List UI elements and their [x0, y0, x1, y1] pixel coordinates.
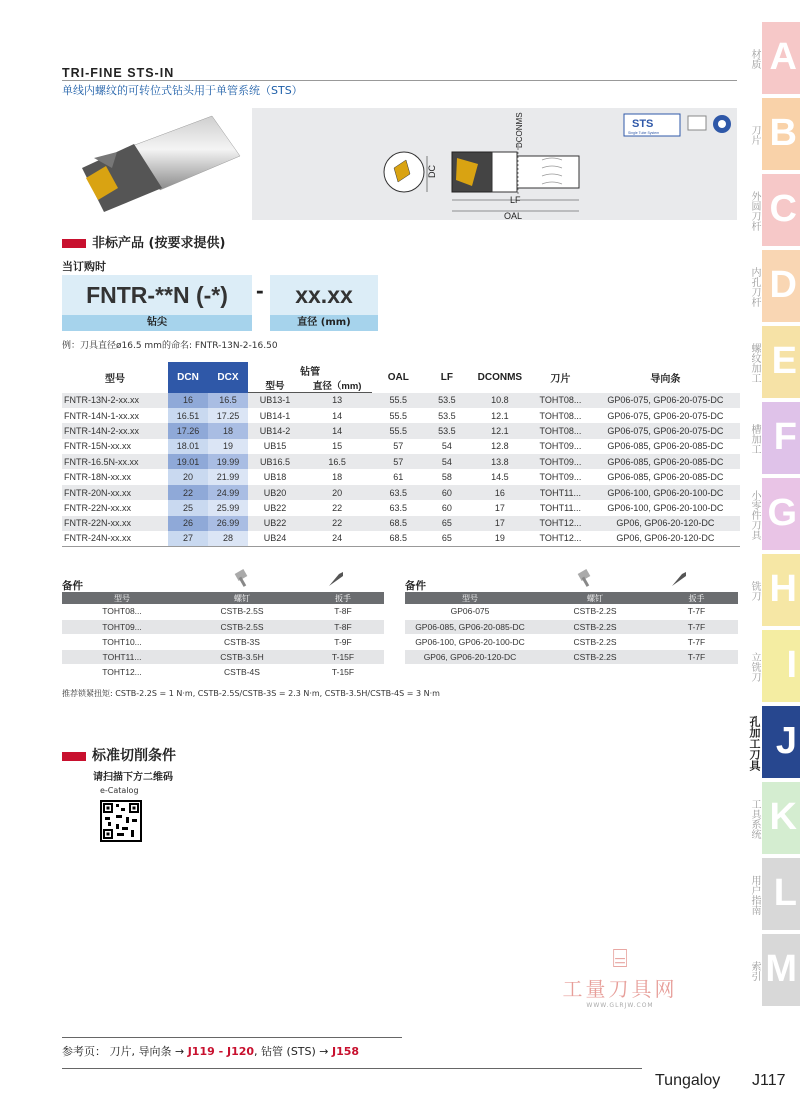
cell-dcn: 18.01	[168, 439, 208, 454]
scan-instruction: 请扫描下方二维码	[93, 772, 173, 783]
cell-insert: TOHT11...	[539, 502, 582, 513]
cell-guide: GP06-075, GP06-20-075-DC	[591, 393, 740, 408]
cell-model: FNTR-20N-xx.xx	[62, 485, 168, 500]
parts-row	[62, 604, 384, 619]
th-dconms: DCONMS	[477, 371, 523, 383]
parts-cell-model: GP06-085, GP06-20-085-DC	[405, 619, 535, 634]
cell-insert: TOHT09...	[530, 454, 591, 469]
side-tab-letter: B	[769, 112, 797, 154]
reference-divider	[62, 1037, 402, 1038]
parts-cell-model: TOHT11...	[62, 649, 182, 664]
parts-table-left	[62, 592, 384, 680]
heading-marker	[62, 752, 86, 761]
th-insert: 刀片	[550, 373, 571, 385]
qr-code[interactable]	[100, 800, 142, 842]
parts-cell-wrench: T-15F	[302, 664, 384, 679]
cell-dia: 24	[302, 531, 372, 546]
cell-guide: GP06-100, GP06-20-100-DC	[607, 502, 724, 513]
table-row	[62, 469, 740, 484]
cell-guide: GP06-085, GP06-20-085-DC	[607, 472, 724, 483]
cell-oal: 55.5	[372, 393, 424, 408]
cell-dconms: 14.5	[491, 472, 509, 483]
parts-cell-screw: CSTB-2.2S	[535, 604, 655, 619]
cell-model: FNTR-22N-xx.xx	[62, 516, 168, 531]
cell-lf: 65	[424, 516, 469, 531]
cell-dia: 18	[332, 472, 343, 483]
side-tab-letter: I	[786, 644, 797, 686]
side-tab-letter: J	[775, 720, 797, 762]
table-row	[62, 423, 740, 438]
sts-sub: Single Tube System	[628, 131, 660, 135]
side-tab-label: 铣刀	[749, 581, 760, 601]
parts-right-th-model: 型号	[405, 592, 535, 604]
parts-row	[62, 664, 384, 679]
th-dcn: DCN	[168, 362, 208, 393]
parts-cell-screw: CSTB-2.2S	[535, 649, 655, 664]
parts-row	[405, 649, 738, 664]
cell-oal: 63.5	[389, 502, 408, 513]
order-code-right: xx.xx	[270, 275, 378, 315]
section-title-cn: 单线内螺纹的可转位式钻头用于单管系统（STS）	[62, 84, 303, 97]
th-tube-model: 型号	[248, 378, 302, 393]
cell-dia: 22	[302, 516, 372, 531]
th-model: 型号	[104, 373, 125, 385]
cell-oal: 57	[372, 454, 424, 469]
cell-dcn: 20	[168, 469, 208, 484]
parts-right-th-screw: 螺钉	[535, 592, 655, 604]
cell-tube: UB22	[263, 502, 287, 513]
cell-guide: GP06, GP06-20-120-DC	[591, 516, 740, 531]
cell-oal: 55.5	[372, 423, 424, 438]
cell-lf: 60	[441, 502, 452, 513]
cell-dcx: 24.99	[208, 485, 248, 500]
side-tab-letter: F	[773, 416, 797, 458]
parts-cell-wrench: T-7F	[655, 649, 738, 664]
cell-model: FNTR-15N-xx.xx	[64, 441, 131, 452]
torque-note: 推荐锁紧扭矩: CSTB-2.2S = 1 N·m, CSTB-2.5S/CSTB-3S = 2.3 N·m, CSTB-3.5H/CSTB-4S = 3 N·m	[62, 689, 440, 698]
cell-model: FNTR-14N-1-xx.xx	[64, 410, 140, 421]
cell-dconms: 19	[470, 531, 531, 546]
parts-title-left: 备件	[62, 580, 83, 592]
parts-cell-screw: CSTB-2.5S	[182, 619, 302, 634]
reference-link-tube[interactable]: J158	[332, 1045, 360, 1058]
side-tab-label: 内孔刀杆	[749, 267, 760, 307]
table-row	[62, 439, 740, 454]
parts-left-th-screw: 螺钉	[182, 592, 302, 604]
parts-cell-wrench: T-15F	[302, 649, 384, 664]
parts-left-th-wrench: 扳手	[302, 592, 384, 604]
side-tab-letter: K	[769, 796, 797, 838]
th-dcx: DCX	[208, 362, 248, 393]
cell-dcn: 16	[168, 393, 208, 408]
cell-dcx: 19	[208, 439, 248, 454]
cell-lf: 65	[424, 531, 469, 546]
side-tab-label: 工具系统	[749, 799, 760, 839]
side-tab-letter: C	[769, 188, 797, 230]
parts-cell-model: GP06-100, GP06-20-100-DC	[405, 634, 535, 649]
th-lf: LF	[440, 371, 454, 383]
cell-insert: TOHT11...	[530, 485, 591, 500]
side-tab-label: 材质	[749, 49, 760, 69]
reference-middle: , 钻管 (STS) →	[254, 1045, 333, 1058]
title-divider	[62, 80, 737, 81]
cell-dconms: 10.8	[470, 393, 531, 408]
cell-dcx: 26.99	[208, 516, 248, 531]
cell-guide: GP06-075, GP06-20-075-DC	[591, 423, 740, 438]
watermark-sub: WWW.GLRJW.COM	[586, 1002, 654, 1009]
parts-cell-model: TOHT12...	[62, 664, 182, 679]
cell-dconms: 12.8	[491, 441, 509, 452]
side-tab-letter: E	[771, 340, 797, 382]
cell-guide: GP06-100, GP06-20-100-DC	[591, 485, 740, 500]
cell-dconms: 12.1	[470, 423, 531, 438]
watermark	[545, 945, 695, 1009]
cell-tube: UB24	[248, 531, 302, 546]
non-standard-heading-text: 非标产品 (按要求提供)	[92, 236, 226, 251]
cell-lf: 54	[424, 454, 469, 469]
cell-lf: 53.5	[424, 423, 469, 438]
cell-insert: TOHT08...	[530, 393, 591, 408]
side-tab-label: 索引	[749, 961, 760, 981]
cell-guide: GP06-085, GP06-20-085-DC	[607, 441, 724, 452]
side-tab-i[interactable]	[749, 628, 800, 702]
cell-dia: 20	[302, 485, 372, 500]
cell-insert: TOHT09...	[539, 472, 582, 483]
cell-dia: 13	[302, 393, 372, 408]
cell-dconms: 13.8	[470, 454, 531, 469]
side-tab-label: 孔加工刀具	[748, 715, 761, 771]
cell-guide: GP06-085, GP06-20-085-DC	[591, 454, 740, 469]
cell-dcx: 18	[208, 423, 248, 438]
product-photo	[62, 108, 247, 220]
order-label: 当订购时	[62, 260, 106, 273]
cell-dconms: 12.1	[491, 410, 509, 421]
side-tab-h[interactable]	[749, 552, 800, 626]
cell-dia: 14	[302, 423, 372, 438]
cutting-heading-text: 标准切削条件	[92, 748, 176, 764]
table-row	[62, 408, 740, 423]
table-row	[62, 393, 740, 408]
side-tab-k[interactable]	[749, 780, 800, 854]
cell-dcn: 25	[168, 500, 208, 515]
parts-cell-model: TOHT08...	[62, 604, 182, 619]
example-text: 例：刀具直径ø16.5 mm的命名: FNTR-13N-2-16.50	[62, 341, 278, 351]
ecatalog-label: e-Catalog	[100, 786, 139, 795]
parts-cell-wrench: T-9F	[302, 634, 384, 649]
parts-cell-screw: CSTB-2.5S	[182, 604, 302, 619]
parts-row	[62, 619, 384, 634]
specification-table	[62, 362, 740, 547]
side-tab-letter: L	[773, 872, 797, 914]
dc-label: DC	[427, 165, 437, 178]
cell-tube: UB22	[248, 516, 302, 531]
parts-cell-wrench: T-7F	[655, 634, 738, 649]
order-sub-left: 钻尖	[62, 315, 252, 331]
cell-insert: TOHT09...	[539, 441, 582, 452]
order-code-left: FNTR-**N (-*)	[62, 275, 252, 315]
side-tab-letter: G	[767, 492, 797, 534]
side-tab-e[interactable]	[749, 324, 800, 398]
cutting-heading	[62, 745, 176, 765]
parts-cell-screw: CSTB-2.2S	[535, 619, 655, 634]
cell-dcn: 17.26	[168, 423, 208, 438]
cell-oal: 63.5	[372, 485, 424, 500]
dconms-label: DCONMS	[515, 112, 524, 148]
side-tab-m[interactable]	[749, 932, 800, 1006]
watermark-main: 工量刀具网	[562, 977, 678, 1001]
side-tab-label: 刀片	[749, 125, 760, 145]
parts-cell-screw: CSTB-3.5H	[182, 649, 302, 664]
oal-label: OAL	[504, 211, 523, 220]
wrench-icon	[325, 568, 347, 592]
side-tab-label: 外圆刀杆	[749, 191, 760, 231]
cell-dcx: 25.99	[208, 500, 248, 515]
cell-dia: 14	[332, 410, 343, 421]
side-tab-j[interactable]	[748, 704, 800, 778]
side-tab-b[interactable]	[749, 96, 800, 170]
th-tube-dia: 直径（mm)	[302, 378, 372, 393]
cell-lf: 54	[441, 441, 452, 452]
parts-left-th-model: 型号	[62, 592, 182, 604]
wrench-icon	[668, 568, 690, 592]
parts-row	[62, 634, 384, 649]
parts-cell-screw: CSTB-2.2S	[535, 634, 655, 649]
cell-lf: 60	[424, 485, 469, 500]
footer-divider	[62, 1068, 642, 1069]
parts-cell-model: TOHT10...	[62, 634, 182, 649]
cell-model: FNTR-24N-xx.xx	[62, 531, 168, 546]
cell-oal: 68.5	[372, 531, 424, 546]
cell-dcn: 19.01	[168, 454, 208, 469]
cell-dia: 22	[332, 502, 343, 513]
cell-dcn: 16.51	[168, 408, 208, 423]
cell-oal: 68.5	[372, 516, 424, 531]
cell-dcn: 27	[168, 531, 208, 546]
cell-dcn: 26	[168, 516, 208, 531]
side-tab-letter: D	[769, 264, 797, 306]
parts-cell-model: TOHT09...	[62, 619, 182, 634]
cell-oal: 55.5	[389, 410, 408, 421]
cell-lf: 53.5	[424, 393, 469, 408]
screw-icon	[232, 568, 254, 592]
cell-dcx: 28	[208, 531, 248, 546]
side-tab-l[interactable]	[749, 856, 800, 930]
side-tab-letter: H	[769, 568, 797, 610]
reference-link-inserts[interactable]: J119 - J120	[187, 1045, 255, 1058]
parts-cell-model: GP06, GP06-20-120-DC	[405, 649, 535, 664]
side-tab-label: 用户指南	[749, 875, 760, 915]
cell-tube: UB18	[263, 472, 287, 483]
cell-dconms: 17	[494, 502, 505, 513]
cell-dconms: 17	[470, 516, 531, 531]
table-row	[62, 531, 740, 546]
order-sub-right: 直径 (mm)	[270, 315, 378, 331]
side-tab-label: 立铣刀	[749, 652, 760, 682]
cell-guide: GP06, GP06-20-120-DC	[591, 531, 740, 546]
th-oal: OAL	[387, 371, 409, 383]
cell-tube: UB15	[263, 441, 287, 452]
side-tab-c[interactable]	[749, 172, 800, 246]
parts-row	[405, 604, 738, 619]
sts-logo: STS	[632, 118, 654, 130]
cell-insert: TOHT08...	[539, 410, 582, 421]
cell-model: FNTR-16.5N-xx.xx	[62, 454, 168, 469]
side-tab-label: 螺纹加工	[749, 343, 760, 383]
heading-marker	[62, 239, 86, 248]
parts-cell-wrench: T-8F	[302, 604, 384, 619]
th-guide: 导向条	[650, 373, 681, 385]
parts-cell-screw: CSTB-3S	[182, 634, 302, 649]
cell-tube: UB20	[248, 485, 302, 500]
cell-dcn: 22	[168, 485, 208, 500]
cell-lf: 53.5	[438, 410, 456, 421]
cell-model: FNTR-22N-xx.xx	[64, 502, 131, 513]
cell-oal: 61	[393, 472, 404, 483]
section-title-en: TRI-FINE STS-IN	[62, 66, 175, 80]
parts-row	[405, 619, 738, 634]
cell-tube: UB16.5	[248, 454, 302, 469]
cell-dconms: 16	[470, 485, 531, 500]
reference-prefix: 参考页： 刀片, 导向条 →	[62, 1045, 188, 1058]
parts-title-right: 备件	[405, 580, 426, 592]
reference-line	[62, 1043, 359, 1059]
parts-row	[62, 649, 384, 664]
cell-model: FNTR-13N-2-xx.xx	[62, 393, 168, 408]
lf-label: LF	[510, 195, 521, 205]
parts-table-right	[405, 592, 738, 665]
table-row	[62, 454, 740, 469]
parts-right-th-wrench: 扳手	[655, 592, 738, 604]
cell-lf: 58	[441, 472, 452, 483]
side-tab-g[interactable]	[749, 476, 800, 550]
cell-oal: 57	[393, 441, 404, 452]
table-row	[62, 516, 740, 531]
cell-dia: 15	[332, 441, 343, 452]
brand-name: Tungaloy	[655, 1072, 721, 1089]
parts-cell-wrench: T-7F	[655, 604, 738, 619]
side-tab-label: 小零件刀具	[749, 490, 760, 540]
cell-model: FNTR-18N-xx.xx	[64, 472, 131, 483]
parts-cell-wrench: T-8F	[302, 619, 384, 634]
cell-model: FNTR-14N-2-xx.xx	[62, 423, 168, 438]
cell-insert: TOHT08...	[530, 423, 591, 438]
th-drill-tube: 钻管	[300, 366, 321, 378]
parts-cell-model: GP06-075	[405, 604, 535, 619]
cell-tube: UB14-2	[248, 423, 302, 438]
cell-tube: UB14-1	[259, 410, 291, 421]
order-code-dash: -	[256, 277, 264, 303]
cell-dcx: 17.25	[208, 408, 248, 423]
screw-icon	[575, 568, 597, 592]
cell-dcx: 16.5	[208, 393, 248, 408]
dimension-diagram	[252, 108, 737, 220]
parts-cell-screw: CSTB-4S	[182, 664, 302, 679]
side-tab-letter: A	[769, 36, 797, 78]
parts-cell-wrench: T-7F	[655, 619, 738, 634]
side-tab-a[interactable]	[749, 20, 800, 94]
cell-dcx: 19.99	[208, 454, 248, 469]
cell-guide: GP06-075, GP06-20-075-DC	[607, 410, 724, 421]
cell-dcx: 21.99	[208, 469, 248, 484]
side-tab-letter: M	[765, 948, 797, 990]
table-row	[62, 500, 740, 515]
parts-row	[405, 634, 738, 649]
table-row	[62, 485, 740, 500]
cell-insert: TOHT12...	[530, 516, 591, 531]
cell-insert: TOHT12...	[530, 531, 591, 546]
side-tab-f[interactable]	[749, 400, 800, 474]
watermark-logo-icon: ⌸	[612, 944, 628, 974]
page-number: J117	[752, 1072, 786, 1089]
cell-dia: 16.5	[302, 454, 372, 469]
side-tab-label: 槽加工	[749, 424, 760, 454]
cell-tube: UB13-1	[248, 393, 302, 408]
side-tab-d[interactable]	[749, 248, 800, 322]
non-standard-heading	[62, 232, 225, 251]
